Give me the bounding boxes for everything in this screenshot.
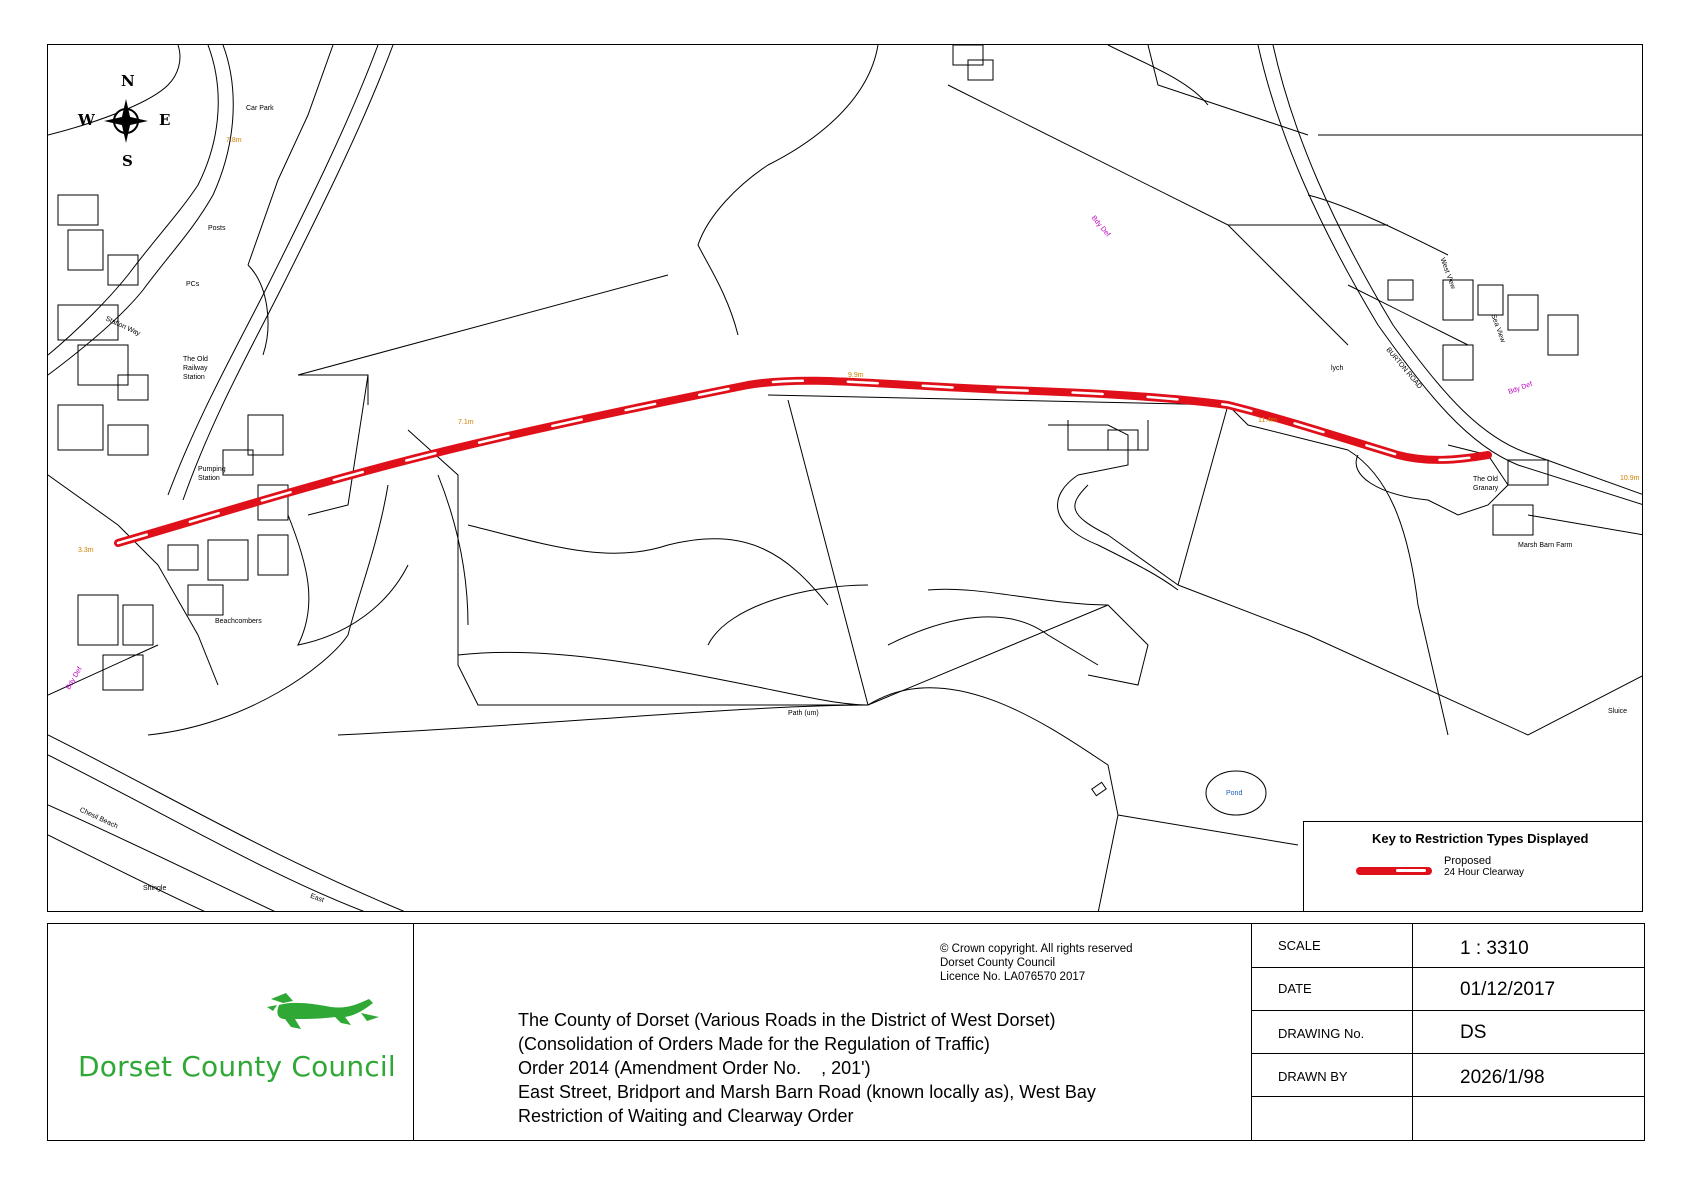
map-label-car-park: Car Park — [246, 105, 274, 112]
compass-east: E — [159, 111, 171, 129]
copyright-line: Licence No. LA076570 2017 — [940, 971, 1086, 983]
map-label-beachcombers: Beachcombers — [215, 618, 262, 625]
map-viewport[interactable] — [47, 44, 1643, 912]
map-label-shingle: Shingle — [143, 885, 167, 892]
drawing-number-label: DRAWING No. — [1278, 1026, 1365, 1041]
path — [248, 45, 333, 265]
compass-west: W — [78, 111, 95, 129]
map-label-east: East — [309, 892, 325, 905]
order-line: (Consolidation of Orders Made for the Regulation of Traffic) — [518, 1034, 990, 1054]
map-label-chesil-beach: Chesil Beach — [78, 806, 119, 831]
clearway-swatch — [1356, 867, 1432, 875]
map-label-west-view: West View — [1438, 256, 1457, 291]
compass-south: S — [122, 152, 133, 170]
drawing-number-value: DS — [1460, 1022, 1487, 1043]
order-line: The County of Dorset (Various Roads in the District of West Dorset) — [518, 1010, 1056, 1030]
scale-label: SCALE — [1278, 938, 1321, 953]
date-value: 01/12/2017 — [1460, 979, 1556, 1000]
map-label-pumping-station: Pumping Station — [198, 466, 226, 482]
boundary-label-2: Bdy Def — [1507, 380, 1534, 397]
scale-value: 1 : 3310 — [1460, 938, 1529, 959]
wyvern-logo-icon — [261, 989, 381, 1039]
road-edge — [48, 45, 218, 355]
spot-height-10-9m: 10.9m — [1620, 475, 1640, 482]
compass-north: N — [121, 72, 135, 90]
scale-row — [1252, 924, 1645, 968]
order-line: Restriction of Waiting and Clearway Order — [518, 1106, 854, 1126]
drawn-by-label: DRAWN BY — [1278, 1069, 1348, 1084]
drawn-by-row — [1252, 1053, 1645, 1097]
map-label-burton-road: BURTON ROAD — [1384, 346, 1423, 391]
order-line: East Street, Bridport and Marsh Barn Road (known locally as), West Bay — [518, 1082, 1096, 1102]
map-label-lych: lych — [1331, 365, 1344, 372]
map-label-sluice: Sluice — [1608, 708, 1628, 715]
copyright-notice — [940, 942, 1133, 984]
key-restriction-type: 24 Hour Clearway — [1444, 867, 1525, 878]
copyright-line: Dorset County Council — [940, 957, 1056, 969]
drawing-number-row — [1252, 1010, 1645, 1054]
map-label-station-way: Station Way — [104, 315, 142, 338]
clearway-route — [118, 381, 1488, 543]
map-label-posts: Posts — [208, 225, 226, 232]
map-label-marsh-barn-farm: Marsh Barn Farm — [1518, 542, 1573, 549]
spot-height-3-3m: 3.3m — [78, 547, 94, 554]
spot-height-9-9m: 9.9m — [848, 372, 864, 379]
drawn-by-value: 2026/1/98 — [1460, 1067, 1545, 1088]
logo-cell — [48, 924, 414, 1140]
key-title: Key to Restriction Types Displayed — [1372, 831, 1589, 846]
copyright-line: © Crown copyright. All rights reserved — [940, 943, 1133, 955]
map-label-pcs: PCs — [186, 281, 200, 288]
order-title — [518, 1008, 1096, 1128]
railway-edge — [183, 45, 393, 500]
title-block — [47, 923, 1645, 1141]
order-line: Order 2014 (Amendment Order No. , 201') — [518, 1058, 871, 1078]
spot-height-11-4m: 11.4m — [1258, 417, 1277, 424]
drawing-info-table — [1251, 924, 1645, 1140]
date-label: DATE — [1278, 981, 1312, 996]
spot-height-7-1m: 7.1m — [458, 419, 474, 426]
spot-height-7-8m: 7.8m — [226, 137, 242, 144]
railway-edge — [168, 45, 378, 495]
organisation-name: Dorset County Council — [78, 1050, 396, 1083]
map-label-old-railway-station: The Old Railway Station — [183, 356, 208, 381]
key-status: Proposed — [1444, 855, 1492, 867]
map-label-old-granary: The Old Granary — [1473, 476, 1499, 492]
map-label-path: Path (um) — [788, 710, 819, 717]
boundary-label-1: Bdy Def — [1089, 214, 1112, 239]
compass-rose — [104, 99, 148, 143]
map-label-pond: Pond — [1226, 790, 1243, 797]
boundary-label-3: Bdy Def — [65, 665, 84, 692]
map-key — [1303, 821, 1643, 912]
date-row — [1252, 967, 1645, 1011]
road-edge — [48, 45, 233, 375]
map-label-sea-view: Sea View — [1489, 313, 1507, 344]
map-canvas — [48, 45, 1643, 912]
